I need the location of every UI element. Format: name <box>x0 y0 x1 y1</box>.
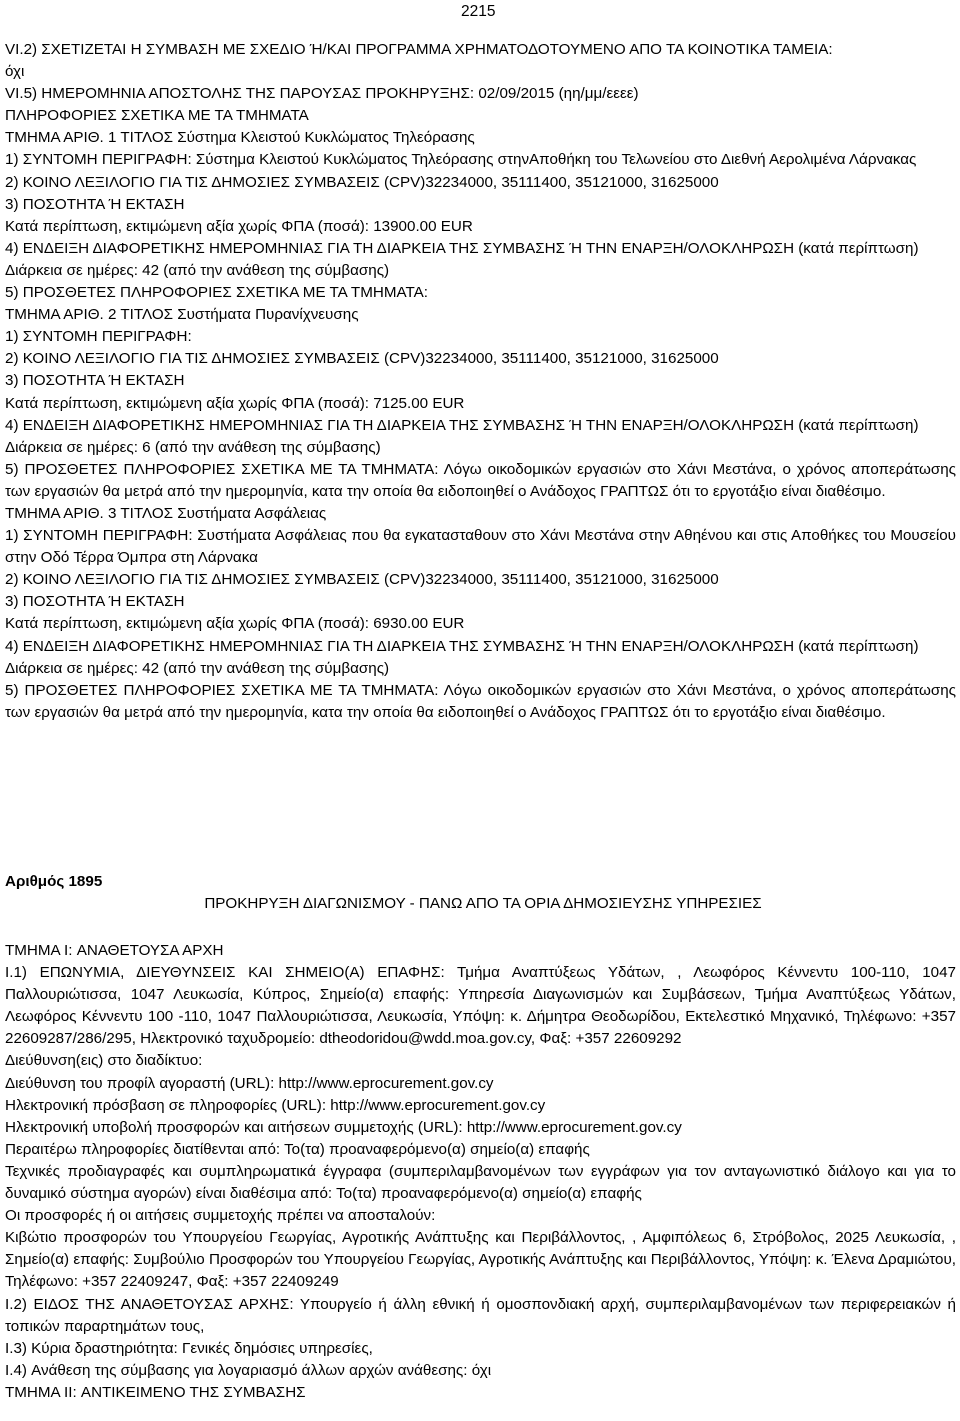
paragraph: 5) ΠΡΟΣΘΕΤΕΣ ΠΛΗΡΟΦΟΡΙΕΣ ΣΧΕΤΙΚΑ ΜΕ ΤΑ ΤΜΗΜΑΤΑ: <box>5 284 428 302</box>
lot-2-title: ΤΜΗΜΑ ΑΡΙΘ. 2 ΤΙΤΛΟΣ Συστήματα Πυρανίχνευσης <box>5 306 359 324</box>
notice-title: ΠΡΟΚΗΡΥΞΗ ΔΙΑΓΩΝΙΣΜΟΥ - ΠΑΝΩ ΑΠΟ ΤΑ ΟΡΙΑ ΔΗΜΟΣΙΕΥΣΗΣ ΥΠΗΡΕΣΙΕΣ <box>204 895 762 912</box>
lot-1-title: ΤΜΗΜΑ ΑΡΙΘ. 1 ΤΙΤΛΟΣ Σύστημα Κλειστού Κυκλώματος Τηλεόρασης <box>5 129 475 147</box>
paragraph: ΠΛΗΡΟΦΟΡΙΕΣ ΣΧΕΤΙΚΑ ΜΕ ΤΑ ΤΜΗΜΑΤΑ <box>5 107 309 125</box>
paragraph: 2) ΚΟΙΝΟ ΛΕΞΙΛΟΓΙΟ ΓΙΑ ΤΙΣ ΔΗΜΟΣΙΕΣ ΣΥΜΒΑΣΕΙΣ (CPV)32234000, 35111400, 35121000, 31625000 <box>5 350 719 368</box>
paragraph: I.1) ΕΠΩΝΥΜΙΑ, ΔΙΕΥΘΥΝΣΕΙΣ ΚΑΙ ΣΗΜΕΙΟ(Α) ΕΠΑΦΗΣ: Τμήμα Αναπτύξεως Υδάτων, , Λεωφόρος Κέννεντυ 100-110, 1047 Παλλουριώτισσα, 1047 Λευκωσία, Κύπρος, Σημείο(α) επαφής: Υπηρεσία Διαγωνισμών και Συμβάσεων, Τμήμα Αναπτύξεως Υδάτων, Λεωφόρος Κέννεντυ 100 -110, 1047 Παλλουριώτισσα, Λευκωσία, Υπόψη: κ. Δήμητρα Θεοδωρίδου, Εκτελεστικό Μηχανικό, Τηλέφωνο: +357 22609287/286/295, Ηλεκτρονικό ταχυδρομείο: dtheodoridou@wdd.moa.gov.cy, Φαξ: +357 22609292 <box>5 964 956 1048</box>
page-number: 2215 <box>461 3 496 20</box>
paragraph: Διάρκεια σε ημέρες: 42 (από την ανάθεση της σύμβασης) <box>5 261 390 279</box>
notice-heading <box>5 873 956 918</box>
paragraph: Περαιτέρω πληροφορίες διατίθενται από: Το(τα) προαναφερόμενο(α) σημείο(α) επαφής <box>5 1140 590 1158</box>
paragraph: Κατά περίπτωση, εκτιμώμενη αξία χωρίς ΦΠΑ (ποσά): 6930.00 EUR <box>5 615 465 633</box>
paragraph: Διεύθυνση του προφίλ αγοραστή (URL): http://www.eprocurement.gov.cy <box>5 1074 494 1092</box>
paragraph: 5) ΠΡΟΣΘΕΤΕΣ ΠΛΗΡΟΦΟΡΙΕΣ ΣΧΕΤΙΚΑ ΜΕ ΤΑ ΤΜΗΜΑΤΑ: Λόγω οικοδομικών εργασιών στο Χάνι Μεστάνα, ο χρόνος αποπεράτωσης των εργασιών θα μετρά από την ημερομηνία, κατα την οποία θα ειδοποιηθεί ο Ανάδοχος ΓΡΑΠΤΩΣ ότι το εργοτάξιο είναι διαθέσιμο. <box>5 681 956 721</box>
section-heading: ΤΜΗΜΑ I: ΑΝΑΘΕΤΟΥΣΑ ΑΡΧΗ <box>5 942 224 959</box>
paragraph: VI.5) ΗΜΕΡΟΜΗΝΙΑ ΑΠΟΣΤΟΛΗΣ ΤΗΣ ΠΑΡΟΥΣΑΣ ΠΡΟΚΗΡΥΞΗΣ: 02/09/2015 (ηη/μμ/εεεε) <box>5 85 639 103</box>
notice-number: Αριθμός 1895 <box>5 873 103 890</box>
paragraph: 3) ΠΟΣΟΤΗΤΑ Ή ΕΚΤΑΣΗ <box>5 372 185 390</box>
paragraph: Διεύθυνση(εις) στο διαδίκτυο: <box>5 1052 203 1070</box>
paragraph: Τεχνικές προδιαγραφές και συμπληρωματικά έγγραφα (συμπεριλαμβανομένων των εγγράφων για τον ανταγωνιστικό διάλογο και για το δυναμικό σύστημα αγορών) είναι διαθέσιμα από: Το(τα) προαναφερόμενο(α) σημείο(α) επαφής <box>5 1162 956 1203</box>
section-heading: ΤΜΗΜΑ II: ΑΝΤΙΚΕΙΜΕΝΟ ΤΗΣ ΣΥΜΒΑΣΗΣ <box>5 1383 306 1401</box>
paragraph: όχι <box>5 63 25 81</box>
paragraph: Κιβώτιο προσφορών του Υπουργείου Γεωργίας, Αγροτικής Ανάπτυξης και Περιβάλλοντος, , Αμφιπόλεως 6, Στρόβολος, 2025 Λευκωσία, , Σημείο(α) επαφής: Συμβούλιο Προσφορών του Υπουργείου Γεωργίας, Αγροτικής Ανάπτυξης και Περιβάλλοντος, Υπόψη: κ. Έλενα Δραμιώτου, Τηλέφωνο: +357 22409247, Φαξ: +357 22409249 <box>5 1229 956 1291</box>
paragraph: 1) ΣΥΝΤΟΜΗ ΠΕΡΙΓΡΑΦΗ: Συστήματα Ασφάλειας που θα εγκατασταθουν στο Χάνι Μεστάνα στην Αθηένου και στις Αποθήκες του Μουσείου στην Οδό Τέρρα Όμπρα στη Λάρνακα <box>5 527 956 567</box>
paragraph: Ηλεκτρονική υποβολή προσφορών και αιτήσεων συμμετοχής (URL): http://www.eprocurement.gov.cy <box>5 1118 682 1136</box>
paragraph: 1) ΣΥΝΤΟΜΗ ΠΕΡΙΓΡΑΦΗ: <box>5 328 192 346</box>
paragraph: 4) ΕΝΔΕΙΞΗ ΔΙΑΦΟΡΕΤΙΚΗΣ ΗΜΕΡΟΜΗΝΙΑΣ ΓΙΑ ΤΗ ΔΙΑΡΚΕΙΑ ΤΗΣ ΣΥΜΒΑΣΗΣ Ή ΤΗΝ ΕΝΑΡΞΗ/ΟΛΟΚΛΗΡΩΣΗ (κατά περίπτωση) <box>5 239 919 257</box>
lot-3-title: ΤΜΗΜΑ ΑΡΙΘ. 3 ΤΙΤΛΟΣ Συστήματα Ασφάλειας <box>5 504 327 522</box>
paragraph: 5) ΠΡΟΣΘΕΤΕΣ ΠΛΗΡΟΦΟΡΙΕΣ ΣΧΕΤΙΚΑ ΜΕ ΤΑ ΤΜΗΜΑΤΑ: Λόγω οικοδομικών εργασιών στο Χάνι Μεστάνα, ο χρόνος αποπεράτωσης των εργασιών θα μετρά από την ημερομηνία, κατα την οποία θα ειδοποιηθεί ο Ανάδοχος ΓΡΑΠΤΩΣ ότι το εργοτάξιο είναι διαθέσιμο. <box>5 460 956 500</box>
paragraph: 1) ΣΥΝΤΟΜΗ ΠΕΡΙΓΡΑΦΗ: Σύστημα Κλειστού Κυκλώματος Τηλεόρασης στηνΑποθήκη του Τελωνείου στο Διεθνή Αερολιμένα Λάρνακας <box>5 151 917 169</box>
paragraph: Διάρκεια σε ημέρες: 42 (από την ανάθεση της σύμβασης) <box>5 659 390 677</box>
notice-section <box>5 873 956 1404</box>
lots-section <box>5 39 956 724</box>
paragraph: I.2) ΕΙΔΟΣ ΤΗΣ ΑΝΑΘΕΤΟΥΣΑΣ ΑΡΧΗΣ: Υπουργείο ή άλλη εθνική ή ομοσπονδιακή αρχή, συμπεριλαμβανομένων των περιφερειακών ή τοπικών παραρτημάτων τους, <box>5 1295 956 1335</box>
paragraph: I.4) Ανάθεση της σύμβασης για λογαριασμό άλλων αρχών ανάθεσης: όχι <box>5 1361 492 1379</box>
paragraph: Κατά περίπτωση, εκτιμώμενη αξία χωρίς ΦΠΑ (ποσά): 13900.00 EUR <box>5 217 473 235</box>
paragraph: Κατά περίπτωση, εκτιμώμενη αξία χωρίς ΦΠΑ (ποσά): 7125.00 EUR <box>5 394 465 412</box>
paragraph: 4) ΕΝΔΕΙΞΗ ΔΙΑΦΟΡΕΤΙΚΗΣ ΗΜΕΡΟΜΗΝΙΑΣ ΓΙΑ ΤΗ ΔΙΑΡΚΕΙΑ ΤΗΣ ΣΥΜΒΑΣΗΣ Ή ΤΗΝ ΕΝΑΡΞΗ/ΟΛΟΚΛΗΡΩΣΗ (κατά περίπτωση) <box>5 416 919 434</box>
paragraph: I.3) Κύρια δραστηριότητα: Γενικές δημόσιες υπηρεσίες, <box>5 1339 373 1357</box>
paragraph: Ηλεκτρονική πρόσβαση σε πληροφορίες (URL): http://www.eprocurement.gov.cy <box>5 1096 546 1114</box>
paragraph: 3) ΠΟΣΟΤΗΤΑ Ή ΕΚΤΑΣΗ <box>5 195 185 213</box>
paragraph: VI.2) ΣΧΕΤΙΖΕΤΑΙ Η ΣΥΜΒΑΣΗ ΜΕ ΣΧΕΔΙΟ Ή/ΚΑΙ ΠΡΟΓΡΑΜΜΑ ΧΡΗΜΑΤΟΔΟΤΟΥΜΕΝΟ ΑΠΟ ΤΑ ΚΟΙΝΟΤΙΚΑ ΤΑΜΕΙΑ: <box>5 41 833 58</box>
paragraph: 4) ΕΝΔΕΙΞΗ ΔΙΑΦΟΡΕΤΙΚΗΣ ΗΜΕΡΟΜΗΝΙΑΣ ΓΙΑ ΤΗ ΔΙΑΡΚΕΙΑ ΤΗΣ ΣΥΜΒΑΣΗΣ Ή ΤΗΝ ΕΝΑΡΞΗ/ΟΛΟΚΛΗΡΩΣΗ (κατά περίπτωση) <box>5 637 919 655</box>
paragraph: 2) ΚΟΙΝΟ ΛΕΞΙΛΟΓΙΟ ΓΙΑ ΤΙΣ ΔΗΜΟΣΙΕΣ ΣΥΜΒΑΣΕΙΣ (CPV)32234000, 35111400, 35121000, 31625000 <box>5 571 719 589</box>
paragraph: Οι προσφορές ή οι αιτήσεις συμμετοχής πρέπει να αποσταλούν: <box>5 1207 436 1225</box>
paragraph: Διάρκεια σε ημέρες: 6 (από την ανάθεση της σύμβασης) <box>5 438 381 456</box>
paragraph: 2) ΚΟΙΝΟ ΛΕΞΙΛΟΓΙΟ ΓΙΑ ΤΙΣ ΔΗΜΟΣΙΕΣ ΣΥΜΒΑΣΕΙΣ (CPV)32234000, 35111400, 35121000, 31625000 <box>5 173 719 191</box>
paragraph: 3) ΠΟΣΟΤΗΤΑ Ή ΕΚΤΑΣΗ <box>5 593 185 611</box>
